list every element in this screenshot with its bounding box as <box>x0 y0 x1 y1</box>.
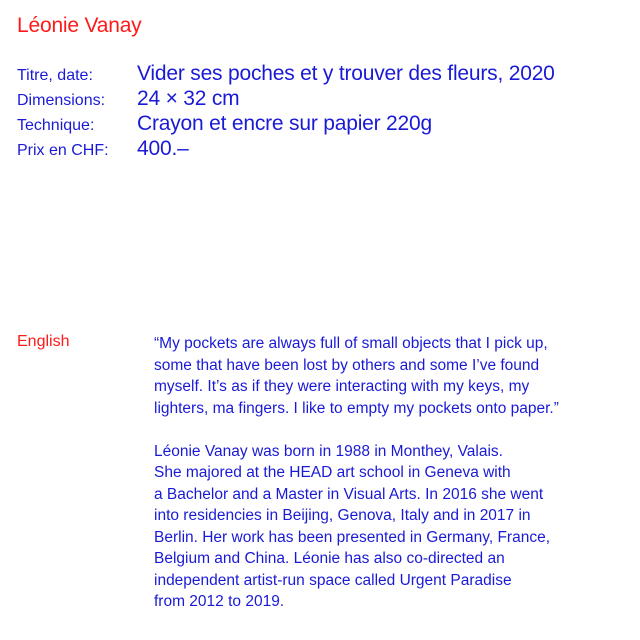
spec-row-technique <box>17 112 637 137</box>
bio-line: a Bachelor and a Master in Visual Arts. In 2016 she went <box>154 485 544 503</box>
spec-row-price <box>17 137 637 162</box>
spec-row-dimensions <box>17 87 637 112</box>
quote-line: “My pockets are always full of small objects that I pick up, <box>154 335 548 352</box>
quote-line: myself. It’s as if they were interacting with my keys, my <box>154 378 530 395</box>
spec-label-price: Prix en CHF: <box>17 142 109 159</box>
quote-line: lighters, ma fingers. I like to empty my pockets onto paper.” <box>154 399 559 417</box>
artist-bio <box>154 441 634 613</box>
artwork-specs <box>17 62 637 162</box>
quote-line: some that have been lost by others and some I’ve found <box>154 356 540 374</box>
spec-label-dimensions: Dimensions: <box>17 92 106 109</box>
spec-value-technique: Crayon et encre sur papier 220g <box>137 112 432 135</box>
spec-label-technique: Technique: <box>17 117 95 134</box>
artist-name: Léonie Vanay <box>17 14 142 37</box>
bio-line: Belgium and China. Léonie has also co-directed an <box>154 550 505 567</box>
bio-line: independent artist-run space called Urgent Paradise <box>154 571 512 589</box>
spec-label-title: Titre, date: <box>17 67 93 84</box>
spec-value-title: Vider ses poches et y trouver des fleurs, 2020 <box>137 62 555 85</box>
spec-row-title <box>17 62 637 87</box>
spec-value-price: 400.– <box>137 137 189 160</box>
artist-quote <box>154 333 634 419</box>
bio-line: Berlin. Her work has been presented in Germany, France, <box>154 528 551 546</box>
bio-line: into residencies in Beijing, Genova, Italy and in 2017 in <box>154 507 531 524</box>
bio-line: Léonie Vanay was born in 1988 in Monthey, Valais. <box>154 442 503 460</box>
bio-line: She majored at the HEAD art school in Geneva with <box>154 464 511 481</box>
spec-value-dimensions: 24 × 32 cm <box>137 87 240 110</box>
language-label: English <box>17 333 70 350</box>
bio-line: from 2012 to 2019. <box>154 593 285 610</box>
description <box>154 333 634 613</box>
